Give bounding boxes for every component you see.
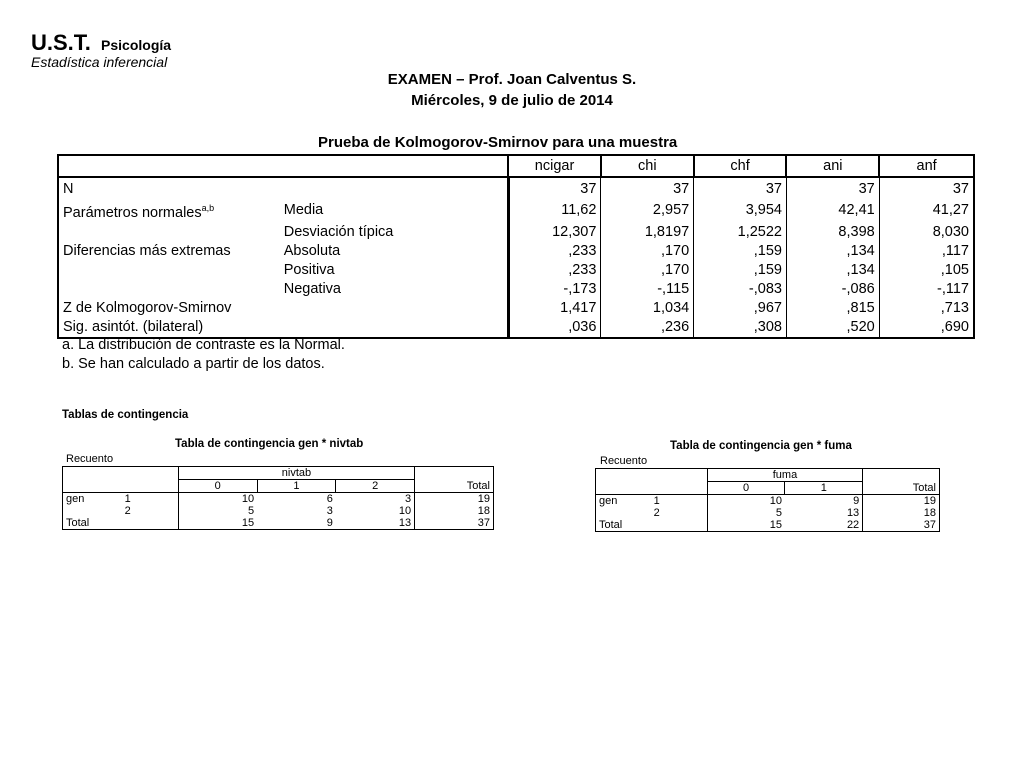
ks-row-sublabel: Absoluta <box>280 242 508 261</box>
cell-total: 37 <box>415 517 494 530</box>
ks-value-cell: -,086 <box>786 280 879 299</box>
ks-row-sublabel: Positiva <box>280 261 508 280</box>
ks-value-cell: ,170 <box>601 242 694 261</box>
ks-value-cell: ,713 <box>879 299 974 318</box>
ks-value-cell: ,236 <box>601 318 694 338</box>
ks-value-cell: ,170 <box>601 261 694 280</box>
row-level: 2 <box>124 505 131 517</box>
ks-row-label <box>58 280 280 299</box>
ks-label-text: N <box>63 181 74 197</box>
nivtab-recuento: Recuento <box>66 453 114 465</box>
footnote-a: a. La distribución de contraste es la Normal. <box>62 337 345 353</box>
ks-table <box>57 154 975 339</box>
nivtab-title: Tabla de contingencia gen * nivtab <box>175 438 364 450</box>
ks-col-header: anf <box>879 155 974 177</box>
nivtab-table <box>62 466 494 530</box>
fuma-total-label: Total <box>596 519 708 532</box>
row-level: 1 <box>653 495 660 507</box>
ks-col-header: ncigar <box>508 155 601 177</box>
nivtab-total-header: Total <box>415 467 494 493</box>
ks-value-cell: 3,954 <box>694 199 787 223</box>
ks-value-cell: ,520 <box>786 318 879 338</box>
ks-value-cell: 37 <box>508 177 601 199</box>
ks-header-row <box>58 155 974 177</box>
ks-value-cell: ,159 <box>694 242 787 261</box>
ks-value-cell: ,967 <box>694 299 787 318</box>
ks-value-cell: ,105 <box>879 261 974 280</box>
ks-value-cell: 8,030 <box>879 223 974 242</box>
course-name: Estadística inferencial <box>31 54 168 70</box>
ks-row <box>58 242 974 261</box>
ks-label-text: Z de Kolmogorov-Smirnov <box>63 299 232 316</box>
ks-row-label <box>58 261 280 280</box>
nivtab-row-label <box>63 505 179 517</box>
fuma-var-label: fuma <box>707 469 862 482</box>
ks-value-cell: 12,307 <box>508 223 601 242</box>
row-var: gen <box>66 493 85 505</box>
ks-value-cell: ,134 <box>786 242 879 261</box>
nivtab-level-header: 2 <box>336 480 415 493</box>
ks-value-cell: 1,417 <box>508 299 601 318</box>
ks-value-cell: 1,2522 <box>694 223 787 242</box>
cell: 5 <box>178 505 257 517</box>
fuma-corner <box>596 469 708 495</box>
ks-value-cell: 42,41 <box>786 199 879 223</box>
ks-row <box>58 223 974 242</box>
nivtab-level-header: 1 <box>257 480 336 493</box>
ks-row-label <box>58 299 280 318</box>
cell: 9 <box>853 495 860 507</box>
ks-label-text: Diferencias más extremas <box>63 242 231 259</box>
ks-value-cell: -,117 <box>879 280 974 299</box>
ks-value-cell: ,308 <box>694 318 787 338</box>
brand <box>31 30 171 56</box>
exam-date: Miércoles, 9 de julio de 2014 <box>411 92 613 109</box>
ks-row-label <box>58 199 280 223</box>
ks-row <box>58 177 974 199</box>
row-level: 2 <box>653 507 660 519</box>
ks-value-cell: ,233 <box>508 261 601 280</box>
cell: 13 <box>336 517 415 530</box>
ks-row-label <box>58 223 280 242</box>
ks-value-cell: ,134 <box>786 261 879 280</box>
ks-row-label <box>58 318 280 338</box>
ks-value-cell: ,233 <box>508 242 601 261</box>
cell: 15 <box>707 519 785 532</box>
ks-label-text: Sig. asintót. (bilateral) <box>63 318 204 335</box>
ks-row-sublabel <box>280 177 508 199</box>
fuma-table <box>595 468 940 532</box>
ks-value-cell: -,083 <box>694 280 787 299</box>
cell-total: 37 <box>863 519 940 532</box>
ks-row-label <box>58 177 280 199</box>
brand-subtitle: Psicología <box>101 37 172 53</box>
ks-row-label <box>58 242 280 261</box>
row-var: gen <box>599 495 618 507</box>
fuma-row-label <box>596 507 708 519</box>
ks-row <box>58 199 974 223</box>
cell: 3 <box>326 505 333 517</box>
ks-row-sublabel: Negativa <box>280 280 508 299</box>
ks-footnote-marker: a,b <box>201 203 215 213</box>
cell-total: 18 <box>415 505 494 517</box>
ks-value-cell: -,173 <box>508 280 601 299</box>
ks-value-cell: 37 <box>694 177 787 199</box>
cell-total: 18 <box>863 507 940 519</box>
ks-col-header: chi <box>601 155 694 177</box>
ks-value-cell: 41,27 <box>879 199 974 223</box>
nivtab-corner <box>63 467 179 493</box>
cell-total: 19 <box>415 493 494 506</box>
cell: 3 <box>405 493 412 505</box>
ks-row <box>58 318 974 338</box>
cell: 13 <box>846 507 860 519</box>
cell: 22 <box>785 519 863 532</box>
ks-value-cell: 1,8197 <box>601 223 694 242</box>
row-level: 1 <box>124 493 131 505</box>
ks-value-cell: 37 <box>786 177 879 199</box>
ks-row-sublabel: Media <box>280 199 508 223</box>
ks-row <box>58 280 974 299</box>
ks-value-cell: ,117 <box>879 242 974 261</box>
exam-title: EXAMEN – Prof. Joan Calventus S. <box>387 71 637 88</box>
ks-label-text: Parámetros normales <box>63 204 202 221</box>
nivtab-total-label: Total <box>63 517 179 530</box>
ks-row-sublabel: Desviación típica <box>280 223 508 242</box>
cell: 10 <box>707 495 785 508</box>
nivtab-var-label: nivtab <box>178 467 414 480</box>
ks-row <box>58 299 974 318</box>
ks-value-cell: -,115 <box>601 280 694 299</box>
ks-col-header: chf <box>694 155 787 177</box>
nivtab-row-label <box>63 493 179 506</box>
ks-row-sublabel <box>280 299 508 318</box>
ks-value-cell: 1,034 <box>601 299 694 318</box>
ks-col-header: ani <box>786 155 879 177</box>
nivtab-level-header: 0 <box>178 480 257 493</box>
ks-value-cell: ,159 <box>694 261 787 280</box>
fuma-title: Tabla de contingencia gen * fuma <box>670 440 852 452</box>
brand-name: U.S.T. <box>31 30 91 55</box>
cell: 9 <box>257 517 336 530</box>
ks-value-cell: 8,398 <box>786 223 879 242</box>
cell: 15 <box>178 517 257 530</box>
ks-value-cell: ,036 <box>508 318 601 338</box>
fuma-level-header: 1 <box>785 482 863 495</box>
footnote-b: b. Se han calculado a partir de los datos. <box>62 356 325 372</box>
fuma-total-header: Total <box>863 469 940 495</box>
ks-row-sublabel <box>280 318 508 338</box>
ks-value-cell: 11,62 <box>508 199 601 223</box>
fuma-row-label <box>596 495 708 508</box>
ks-value-cell: ,815 <box>786 299 879 318</box>
contingency-heading: Tablas de contingencia <box>62 409 189 421</box>
ks-value-cell: 2,957 <box>601 199 694 223</box>
cell: 6 <box>326 493 333 505</box>
ks-value-cell: 37 <box>601 177 694 199</box>
ks-table-title: Prueba de Kolmogorov-Smirnov para una muestra <box>318 134 678 151</box>
ks-value-cell: 37 <box>879 177 974 199</box>
ks-row <box>58 261 974 280</box>
cell: 10 <box>398 505 412 517</box>
ks-header-empty <box>58 155 508 177</box>
cell: 10 <box>178 493 257 506</box>
cell: 5 <box>707 507 785 519</box>
fuma-recuento: Recuento <box>600 455 648 467</box>
cell-total: 19 <box>863 495 940 508</box>
ks-value-cell: ,690 <box>879 318 974 338</box>
fuma-level-header: 0 <box>707 482 785 495</box>
